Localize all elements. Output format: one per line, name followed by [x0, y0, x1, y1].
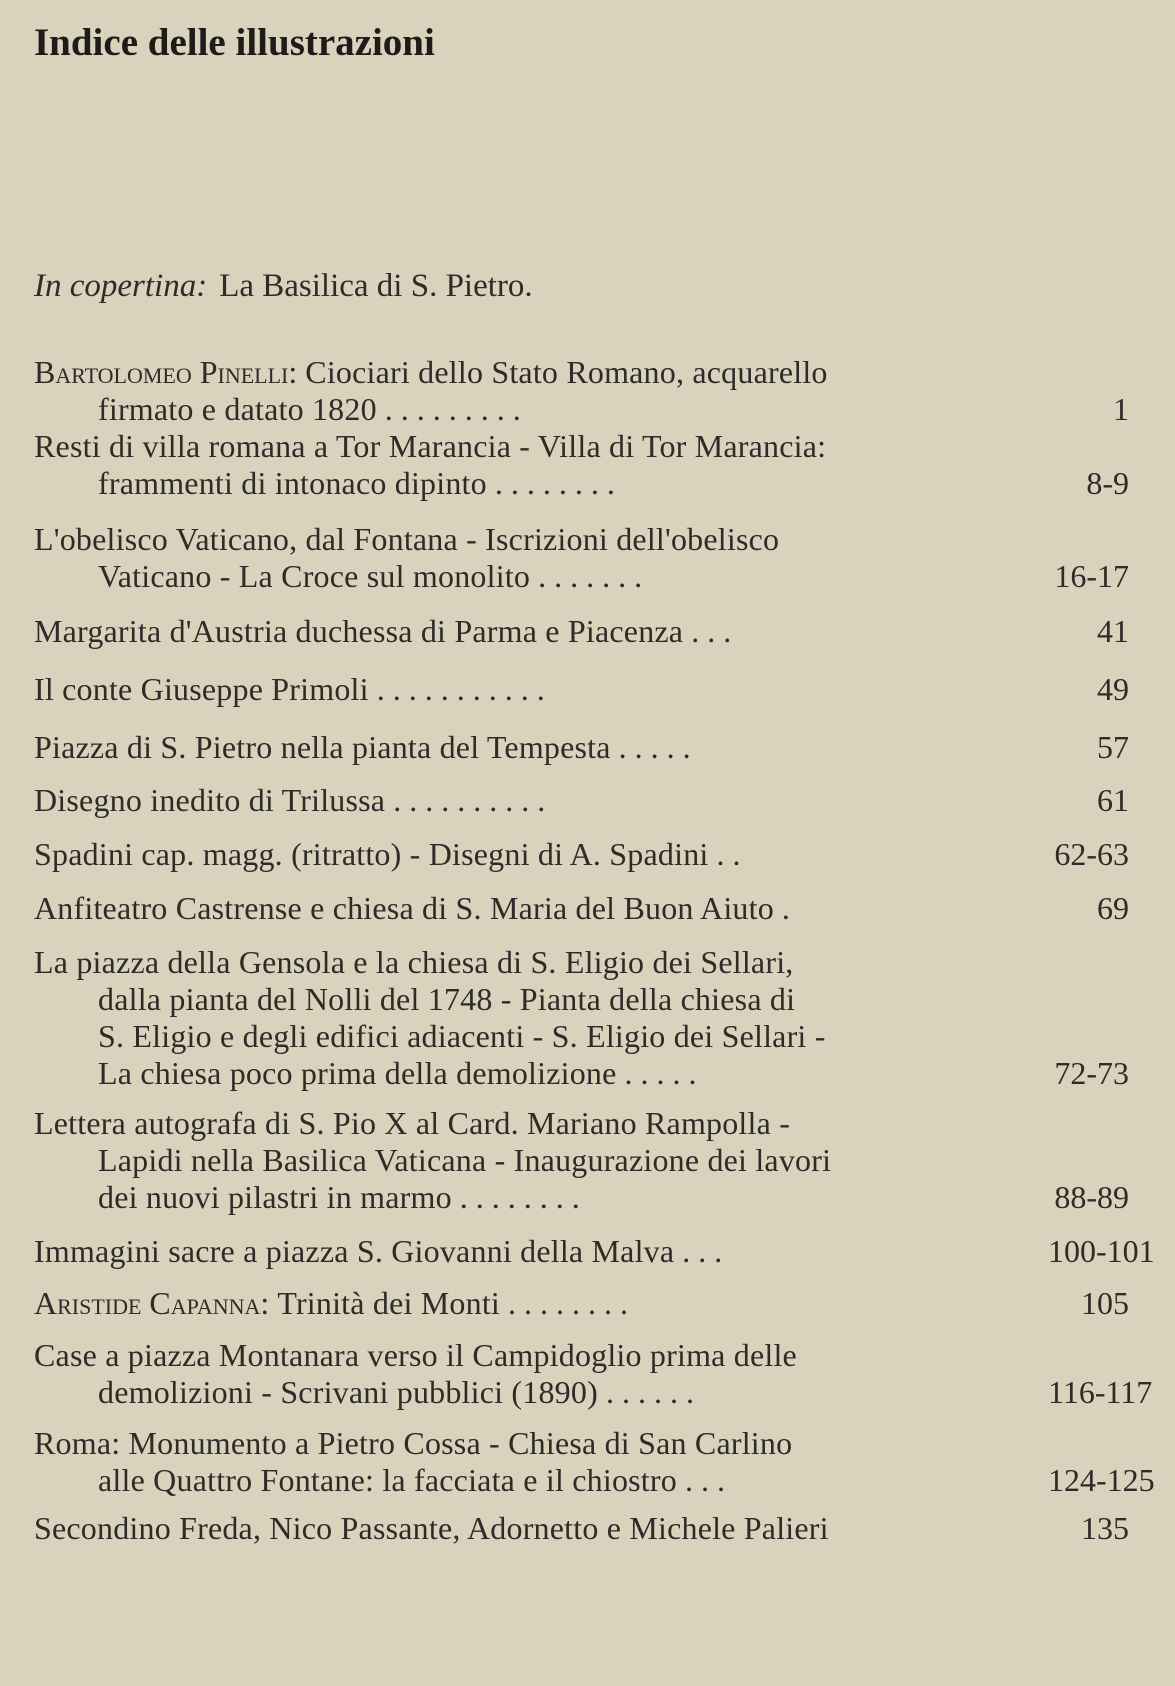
entry-text — [34, 782, 1048, 819]
entry-text — [34, 1105, 1048, 1216]
entry-line: alle Quattro Fontane: la facciata e il chiostro — [98, 1462, 677, 1498]
entry-line: Secondino Freda, Nico Passante, Adornetto e Michele Palieri — [34, 1510, 829, 1546]
entry-line: Roma: Monumento a Pietro Cossa - Chiesa di San Carlino — [34, 1425, 793, 1461]
entry-text — [34, 836, 1048, 873]
leader-dots: . . . . . . . . . . . — [376, 671, 545, 707]
entry-author: Aristide Capanna: — [34, 1285, 270, 1321]
leader-dots: . . . . . . . . — [508, 1285, 629, 1321]
list-item — [34, 729, 1129, 766]
entry-text — [34, 428, 1048, 502]
entry-text — [34, 1285, 1048, 1322]
leader-dots: . . . — [684, 1462, 725, 1498]
entry-line: Piazza di S. Pietro nella pianta del Tempesta — [34, 729, 611, 765]
entry-line: Margarita d'Austria duchessa di Parma e Piacenza — [34, 613, 684, 649]
list-item — [34, 1337, 1153, 1411]
list-item — [34, 1510, 1129, 1547]
page-number: 57 — [1097, 729, 1129, 765]
entry-line: Vaticano - La Croce sul monolito — [98, 558, 531, 594]
list-item — [34, 836, 1129, 873]
entry-line: La piazza della Gensola e la chiesa di S. Eligio dei Sellari, — [34, 944, 794, 980]
leader-dots: . . — [716, 836, 741, 872]
entry-line: Spadini cap. magg. (ritratto) - Disegni di A. Spadini — [34, 836, 709, 872]
page-number: 49 — [1097, 671, 1129, 707]
leader-dots: . . . . . . . — [538, 558, 643, 594]
entry-line: Anfiteatro Castrense e chiesa di S. Maria del Buon Aiuto — [34, 890, 774, 926]
list-item — [34, 671, 1129, 708]
leader-dots: . . . — [691, 613, 732, 649]
entry-line: Trinità dei Monti — [277, 1285, 501, 1321]
entry-line: frammenti di intonaco dipinto — [98, 465, 487, 501]
page-number: 61 — [1097, 782, 1129, 818]
entry-text — [34, 671, 1048, 708]
entry-text — [34, 1510, 1048, 1547]
list-item — [34, 613, 1129, 650]
list-item — [34, 1233, 1155, 1270]
entry-text — [34, 1233, 1048, 1270]
leader-dots: . . . . . . — [605, 1374, 694, 1410]
entry-line: dalla pianta del Nolli del 1748 - Pianta della chiesa di — [98, 981, 796, 1017]
entry-author: Bartolomeo Pinelli: — [34, 354, 298, 390]
entry-line: firmato e datato 1820 — [98, 391, 377, 427]
page-number: 16-17 — [1054, 558, 1129, 594]
entry-text — [34, 1337, 1048, 1411]
page-number: 116-117 — [1048, 1374, 1153, 1410]
page-number: 8-9 — [1086, 465, 1129, 501]
entry-line: Il conte Giuseppe Primoli — [34, 671, 369, 707]
entry-line: La chiesa poco prima della demolizione — [98, 1055, 617, 1091]
entry-line: Resti di villa romana a Tor Marancia - Villa di Tor Marancia: — [34, 428, 827, 464]
leader-dots: . . . . . — [618, 729, 691, 765]
leader-dots: . . . . . . . . — [459, 1179, 580, 1215]
entry-line: Disegno inedito di Trilussa — [34, 782, 386, 818]
entry-line: Case a piazza Montanara verso il Campidoglio prima delle — [34, 1337, 797, 1373]
list-item — [34, 1285, 1129, 1322]
page-number: 124-125 — [1048, 1462, 1155, 1498]
entry-line: Lapidi nella Basilica Vaticana - Inaugurazione dei lavori — [98, 1142, 832, 1178]
cover-label: In copertina: — [34, 268, 208, 304]
page-number: 105 — [1081, 1285, 1129, 1321]
list-item — [34, 890, 1129, 927]
entry-line: L'obelisco Vaticano, dal Fontana - Iscrizioni dell'obelisco — [34, 521, 780, 557]
entry-line: Ciociari dello Stato Romano, acquarello — [305, 354, 828, 390]
page-number: 88-89 — [1054, 1179, 1129, 1215]
leader-dots: . . . — [682, 1233, 723, 1269]
entry-text — [34, 890, 1048, 927]
entry-line: Immagini sacre a piazza S. Giovanni della Malva — [34, 1233, 675, 1269]
page-number: 72-73 — [1054, 1055, 1129, 1091]
entry-line: dei nuovi pilastri in marmo — [98, 1179, 452, 1215]
list-item — [34, 944, 1129, 1092]
leader-dots: . . . . . . . . — [494, 465, 615, 501]
leader-dots: . — [781, 890, 790, 926]
entry-text — [34, 729, 1048, 766]
page-title: Indice delle illustrazioni — [34, 21, 435, 64]
cover-line — [34, 268, 533, 305]
list-item — [34, 354, 1129, 428]
page-number: 69 — [1097, 890, 1129, 926]
list-item — [34, 1105, 1129, 1216]
list-item — [34, 521, 1129, 595]
entry-line: Lettera autografa di S. Pio X al Card. Mariano Rampolla - — [34, 1105, 791, 1141]
entry-text — [34, 613, 1048, 650]
page-number: 41 — [1097, 613, 1129, 649]
cover-text: La Basilica di S. Pietro. — [219, 268, 533, 304]
page-number: 1 — [1113, 391, 1129, 427]
leader-dots: . . . . . . . . . . — [393, 782, 546, 818]
list-item — [34, 782, 1129, 819]
list-item — [34, 428, 1129, 502]
entry-text — [34, 1425, 1048, 1499]
entry-text — [34, 944, 1048, 1092]
entry-line: S. Eligio e degli edifici adiacenti - S. Eligio dei Sellari - — [98, 1018, 826, 1054]
page-number: 100-101 — [1048, 1233, 1155, 1269]
page-number: 62-63 — [1054, 836, 1129, 872]
entry-text — [34, 354, 1048, 428]
entry-text — [34, 521, 1048, 595]
list-item — [34, 1425, 1155, 1499]
leader-dots: . . . . . — [624, 1055, 697, 1091]
page-number: 135 — [1081, 1510, 1129, 1546]
leader-dots: . . . . . . . . . — [384, 391, 521, 427]
entry-line: demolizioni - Scrivani pubblici (1890) — [98, 1374, 598, 1410]
